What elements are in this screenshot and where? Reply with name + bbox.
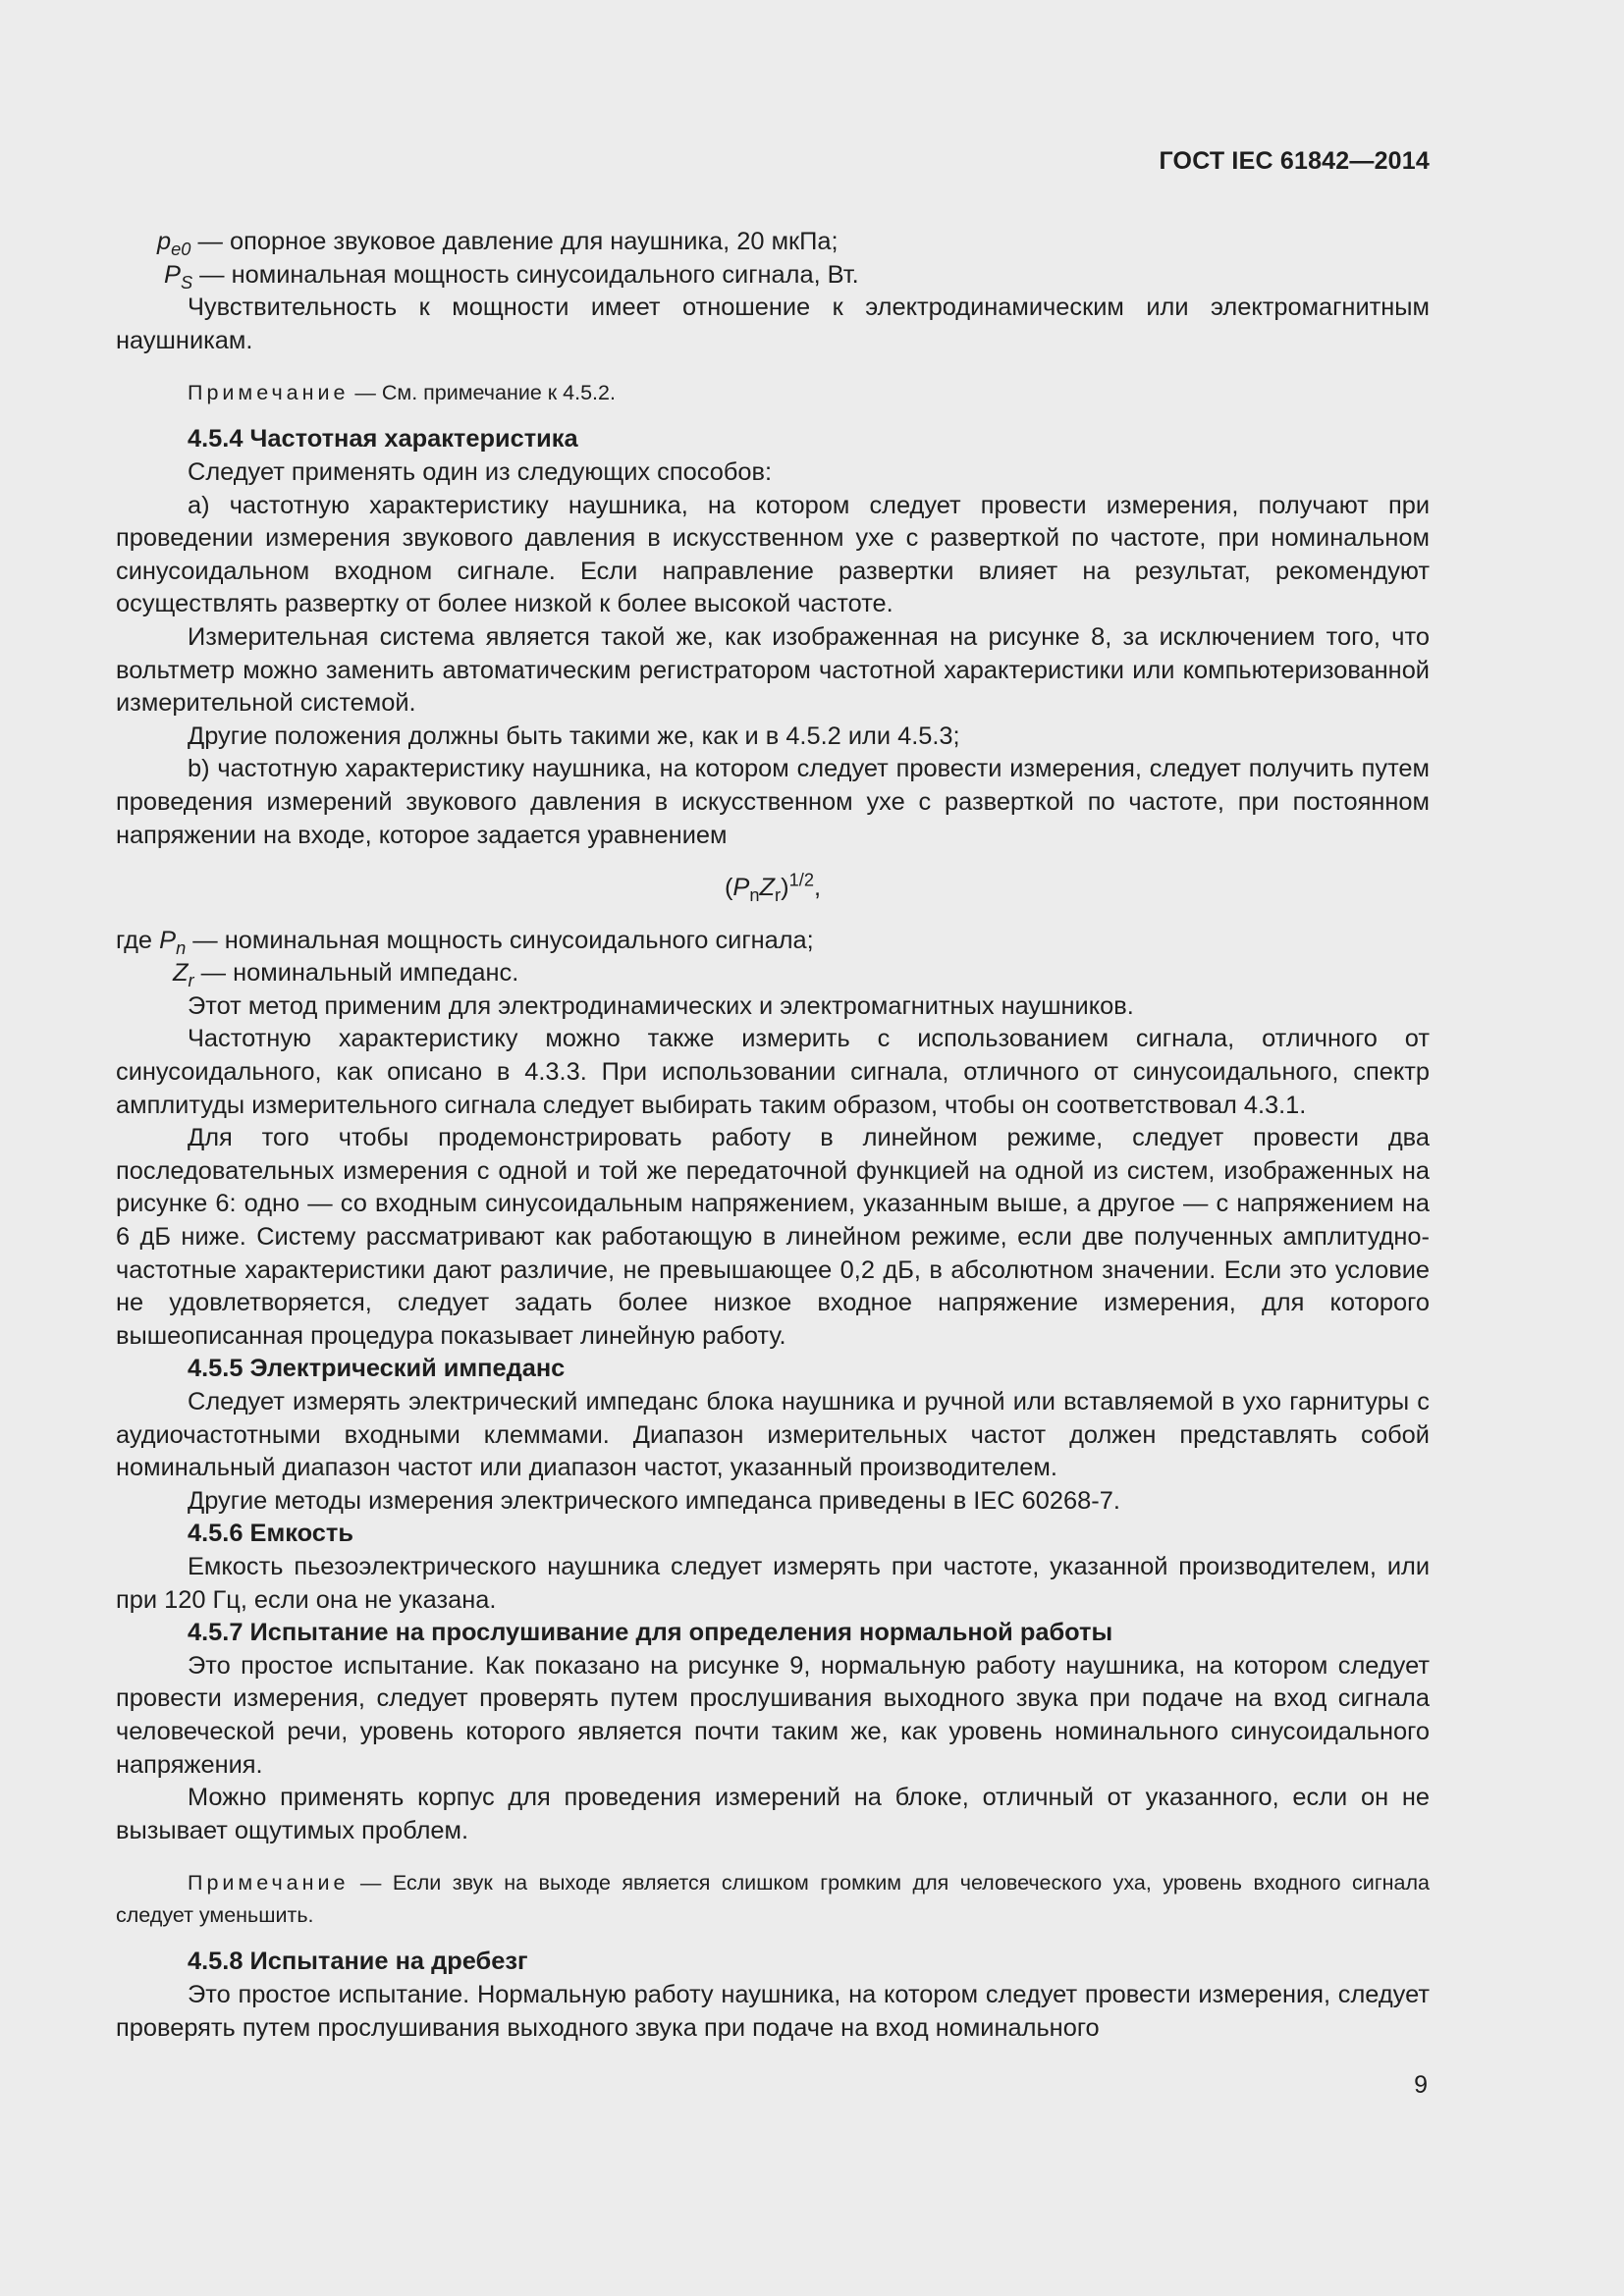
note-1 xyxy=(116,377,1430,409)
paragraph: Для того чтобы продемонстрировать работу в линейном режиме, следует провести два последовательных измерения с одной и той же передаточной функцией на одной из систем, изображенных на рисунке 6: одно — со входным синусоидальным напряжением, указанным выше, а другое — с напряжением на 6 дБ ниже. Систему рассматривают как работающую в линейном режиме, если две полученных амплитудно-частотные характеристики дают различие, не превышающее 0,2 дБ, в абсолютном значении. Если это условие не удовлетворяется, следует задать более низкое входное напряжение измерения, для которого вышеописанная процедура показывает линейную работу. xyxy=(116,1124,1430,1350)
section-heading-4-5-5: 4.5.5 Электрический импеданс xyxy=(188,1355,566,1383)
note-label: Примечание xyxy=(188,381,350,405)
subscript-e0: e0 xyxy=(171,239,191,260)
section-heading-4-5-8: 4.5.8 Испытание на дребезг xyxy=(188,1948,528,1976)
definition-text: — номинальная мощность синусоидального сигнала, Вт. xyxy=(192,260,859,289)
note-label: Примечание xyxy=(188,1871,350,1896)
paragraph: Измерительная система является такой же, как изображенная на рисунке 8, за исключением того, что вольтметр можно заменить автоматическим регистратором частотной характеристики или компьютеризованной измерительной системой. xyxy=(116,622,1430,718)
paragraph: Это простое испытание. Нормальную работу наушника, на котором следует провести измерения, следует проверять путем прослушивания выходного звука при подаче на вход номинального xyxy=(116,1980,1430,2042)
symbol-p: p xyxy=(157,228,172,255)
paragraph: Можно применять корпус для проведения измерений на блоке, отличный от указанного, если он не вызывает ощутимых проблем. xyxy=(116,1784,1430,1844)
formula-exponent: 1/2 xyxy=(788,869,814,890)
note-text: — См. примечание к 4.5.2. xyxy=(349,381,616,405)
symbol-P: P xyxy=(164,260,181,289)
section-heading-4-5-6: 4.5.6 Емкость xyxy=(188,1520,353,1548)
definition-pe0 xyxy=(116,226,1430,259)
document-code-header: ГОСТ IEC 61842—2014 xyxy=(1159,147,1430,175)
note-text: — Если звук на выходе является слишком громким для человеческого уха, уровень входного сигнала следует уменьшить. xyxy=(116,1871,1430,1928)
formula-Z: Z xyxy=(759,874,776,902)
formula: $(P_nZ_r)^{1/2}$, xyxy=(724,869,822,906)
page-number: 9 xyxy=(1414,2071,1428,2099)
paragraph-sensitivity: Чувствительность к мощности имеет отношение к электродинамическим или электромагнитным наушникам. xyxy=(116,294,1430,354)
paragraph: b) частотную характеристику наушника, на котором следует провести измерения, следует получить путем проведения измерений звукового давления в искусственном ухе с разверткой по частоте, при постоянном напряжении на входе, которое задается уравнением xyxy=(116,755,1430,849)
where-label: где xyxy=(116,926,160,954)
section-heading-4-5-7: 4.5.7 Испытание на прослушивание для определения нормальной работы xyxy=(188,1619,1113,1647)
paragraph: Другие методы измерения электрического импеданса приведены в IEC 60268-7. xyxy=(188,1486,1120,1515)
paragraph: a) частотную характеристику наушника, на котором следует провести измерения, получают при проведении измерения звукового давления в искусственном ухе с разверткой по частоте, при номинальном синусоидальном входном сигнале. Если направление развертки влияет на результат, рекомендуют осуществлять развертку от более низкой к более высокой частоте. xyxy=(116,491,1430,618)
paragraph: Этот метод применим для электродинамических и электромагнитных наушников. xyxy=(188,991,1134,1020)
formula-P: P xyxy=(732,874,750,902)
paragraph: Следует применять один из следующих способов: xyxy=(188,457,773,486)
definition-pn: где $P_n$ — номинальная мощность синусоидального сигнала; xyxy=(116,926,814,958)
paragraph: Следует измерять электрический импеданс блока наушника и ручной или вставляемой в ухо гарнитуры с аудиочастотными входными клеммами. Диапазон измерительных частот должен представлять собой номинальный диапазон частот или диапазон частот, указанный производителем. xyxy=(116,1388,1430,1482)
note-2 xyxy=(116,1867,1430,1932)
paragraph: Частотную характеристику можно также измерить с использованием сигнала, отличного от синусоидального, как описано в 4.3.3. При использовании сигнала, отличного от синусоидального, спектр амплитуды измерительного сигнала следует выбирать таким образом, чтобы он соответствовал 4.3.1. xyxy=(116,1025,1430,1119)
section-heading-4-5-4: 4.5.4 Частотная характеристика xyxy=(188,425,578,454)
definition-zr: $Z_r$ — номинальный импеданс. xyxy=(173,959,519,991)
page-body xyxy=(116,226,1430,2045)
paragraph: Другие положения должны быть такими же, как и в 4.5.2 или 4.5.3; xyxy=(188,721,960,750)
subscript-S: S xyxy=(180,271,193,293)
definition-ps xyxy=(116,259,1430,293)
definition-text: — опорное звуковое давление для наушника, 20 мкПа; xyxy=(190,228,839,255)
paragraph: Это простое испытание. Как показано на рисунке 9, нормальную работу наушника, на котором следует провести измерения, следует проверять путем прослушивания выходного звука при подаче на вход сигнала человеческой речи, уровень которого является почти таким же, как уровень номинального синусоидального напряжения. xyxy=(116,1651,1430,1779)
paragraph: Емкость пьезоэлектрического наушника следует измерять при частоте, указанной производителем, или при 120 Гц, если она не указана. xyxy=(116,1552,1430,1614)
